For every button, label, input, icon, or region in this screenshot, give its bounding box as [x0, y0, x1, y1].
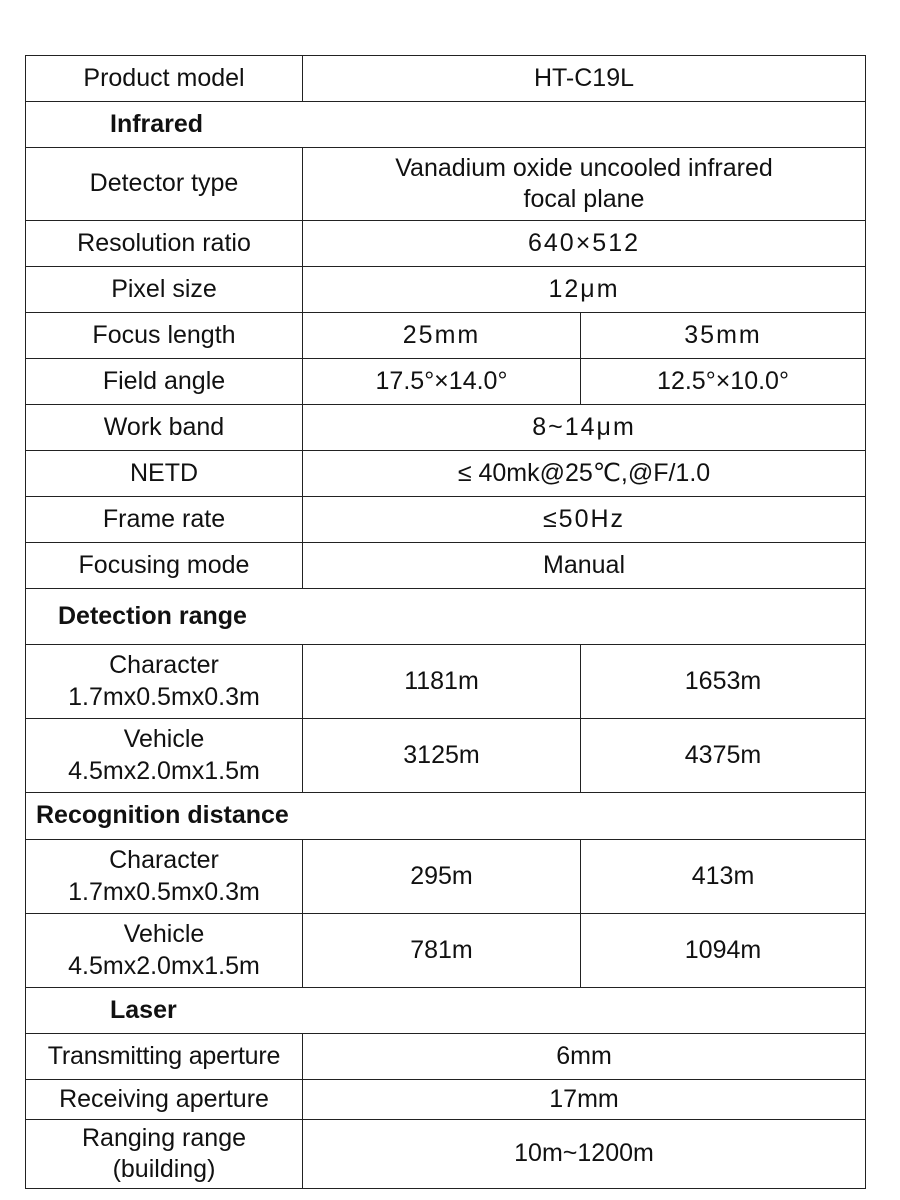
row-work-band	[26, 405, 866, 451]
ranging-range-label-line1: Ranging range	[81, 1123, 246, 1152]
detector-type-label: Detector type	[26, 148, 303, 221]
section-detection-range	[26, 589, 866, 645]
field-angle-value-b: 12.5°×10.0°	[581, 359, 866, 405]
field-angle-value-a: 17.5°×14.0°	[303, 359, 581, 405]
resolution-ratio-label: Resolution ratio	[26, 221, 303, 267]
detection-vehicle-value-b: 4375m	[581, 719, 866, 793]
recognition-character-label-line2: 1.7mx0.5mx0.3m	[68, 877, 260, 906]
row-receiving-aperture	[26, 1080, 866, 1120]
detection-character-label	[26, 645, 303, 719]
recognition-character-label	[26, 840, 303, 914]
receiving-aperture-label: Receiving aperture	[26, 1080, 303, 1120]
row-ranging-range	[26, 1120, 866, 1189]
detector-type-value: Vanadium oxide uncooled infrared focal plane	[303, 148, 866, 221]
resolution-ratio-value: 640×512	[303, 221, 866, 267]
row-recognition-vehicle	[26, 914, 866, 988]
detection-vehicle-value-a: 3125m	[303, 719, 581, 793]
row-netd	[26, 451, 866, 497]
ranging-range-label-line2: (building)	[112, 1155, 216, 1183]
section-recognition-distance	[26, 793, 866, 840]
frame-rate-label: Frame rate	[26, 497, 303, 543]
netd-value: ≤ 40mk@25℃,@F/1.0	[303, 451, 866, 497]
detection-character-label-line2: 1.7mx0.5mx0.3m	[68, 682, 260, 711]
row-resolution-ratio	[26, 221, 866, 267]
recognition-character-value-b: 413m	[581, 840, 866, 914]
recognition-vehicle-label	[26, 914, 303, 988]
recognition-character-label-line1: Character	[109, 846, 219, 875]
section-laser	[26, 988, 866, 1034]
recognition-vehicle-label-line1: Vehicle	[123, 920, 205, 949]
transmitting-aperture-value: 6mm	[303, 1034, 866, 1080]
field-angle-label: Field angle	[26, 359, 303, 405]
detection-vehicle-label-line2: 4.5mx2.0mx1.5m	[68, 756, 260, 785]
transmitting-aperture-label: Transmitting aperture	[26, 1034, 303, 1080]
focus-length-label: Focus length	[26, 313, 303, 359]
ranging-range-label	[26, 1120, 303, 1189]
row-focus-length	[26, 313, 866, 359]
spec-table	[25, 55, 866, 1189]
row-pixel-size	[26, 267, 866, 313]
section-infrared	[26, 102, 866, 148]
focus-length-value-35: 35mm	[581, 313, 866, 359]
section-title-laser: Laser	[26, 988, 866, 1034]
row-transmitting-aperture	[26, 1034, 866, 1080]
recognition-vehicle-value-a: 781m	[303, 914, 581, 988]
row-detection-vehicle	[26, 719, 866, 793]
row-product-model	[26, 56, 866, 102]
focusing-mode-label: Focusing mode	[26, 543, 303, 589]
row-focusing-mode	[26, 543, 866, 589]
netd-label: NETD	[26, 451, 303, 497]
focus-length-value-25: 25mm	[303, 313, 581, 359]
recognition-character-value-a: 295m	[303, 840, 581, 914]
row-field-angle	[26, 359, 866, 405]
row-frame-rate	[26, 497, 866, 543]
detection-vehicle-label-line1: Vehicle	[123, 725, 205, 754]
pixel-size-label: Pixel size	[26, 267, 303, 313]
section-title-infrared: Infrared	[26, 102, 866, 148]
work-band-value: 8~14μm	[303, 405, 866, 451]
product-model-label: Product model	[26, 56, 303, 102]
frame-rate-value: ≤50Hz	[303, 497, 866, 543]
detection-character-value-b: 1653m	[581, 645, 866, 719]
row-recognition-character	[26, 840, 866, 914]
recognition-vehicle-label-line2: 4.5mx2.0mx1.5m	[68, 951, 260, 980]
detection-character-value-a: 1181m	[303, 645, 581, 719]
receiving-aperture-value: 17mm	[303, 1080, 866, 1120]
detection-vehicle-label	[26, 719, 303, 793]
row-detection-character	[26, 645, 866, 719]
section-title-detection-range: Detection range	[26, 589, 866, 645]
section-title-recognition-distance: Recognition distance	[26, 793, 866, 840]
detection-character-label-line1: Character	[109, 651, 219, 680]
focusing-mode-value: Manual	[303, 543, 866, 589]
product-model-value: HT-C19L	[303, 56, 866, 102]
recognition-vehicle-value-b: 1094m	[581, 914, 866, 988]
pixel-size-value: 12μm	[303, 267, 866, 313]
ranging-range-value: 10m~1200m	[303, 1120, 866, 1189]
row-detector-type	[26, 148, 866, 221]
work-band-label: Work band	[26, 405, 303, 451]
